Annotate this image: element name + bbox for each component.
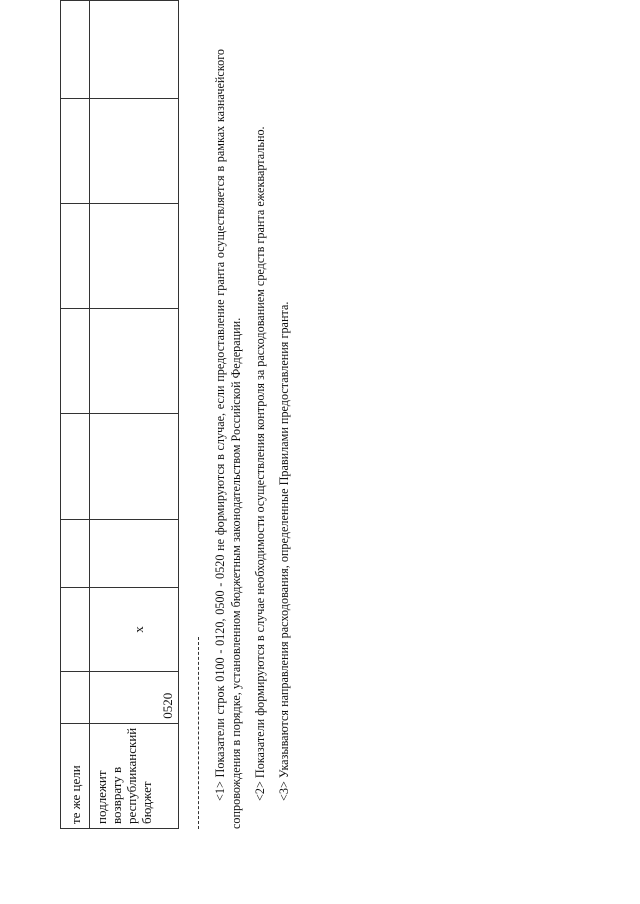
table-cell <box>61 587 90 671</box>
table-cell <box>90 309 179 414</box>
footnote-separator <box>198 637 199 829</box>
table-cell <box>61 414 90 520</box>
row-mark: x <box>90 587 179 671</box>
table-cell <box>61 98 90 203</box>
table-cell <box>90 1 179 99</box>
row-label-same-purposes: те же цели <box>61 723 90 828</box>
table-cell <box>61 519 90 587</box>
table-cell <box>90 519 179 587</box>
table-cell <box>90 98 179 203</box>
table-row <box>61 1 90 829</box>
row-label-return-to-budget: подлежит возврату в республиканский бюджет <box>90 723 179 828</box>
table-cell <box>61 672 90 724</box>
table-cell <box>90 203 179 309</box>
row-code: 0520 <box>90 672 179 724</box>
footnote-1: <1> Показатели строк 0100 - 0120, 0500 - 0520 не формируются в случае, если предоставление гранта осуществляется в рамках казначейского сопровождения в порядке, установленном бюджетным законодательством Российской Федерации. <box>213 49 243 829</box>
table-row <box>90 1 179 829</box>
footnotes <box>212 49 300 829</box>
table-cell <box>61 1 90 99</box>
table-cell <box>61 203 90 309</box>
footnote-2: <2> Показатели формируются в случае необходимости осуществления контроля за расходованием средств гранта ежеквартально. <box>253 126 267 801</box>
table-cell <box>61 309 90 414</box>
report-table <box>60 0 179 829</box>
footnote-3: <3> Указываются направления расходования, определенные Правилами предоставления гранта. <box>277 301 291 801</box>
table-cell <box>90 414 179 520</box>
